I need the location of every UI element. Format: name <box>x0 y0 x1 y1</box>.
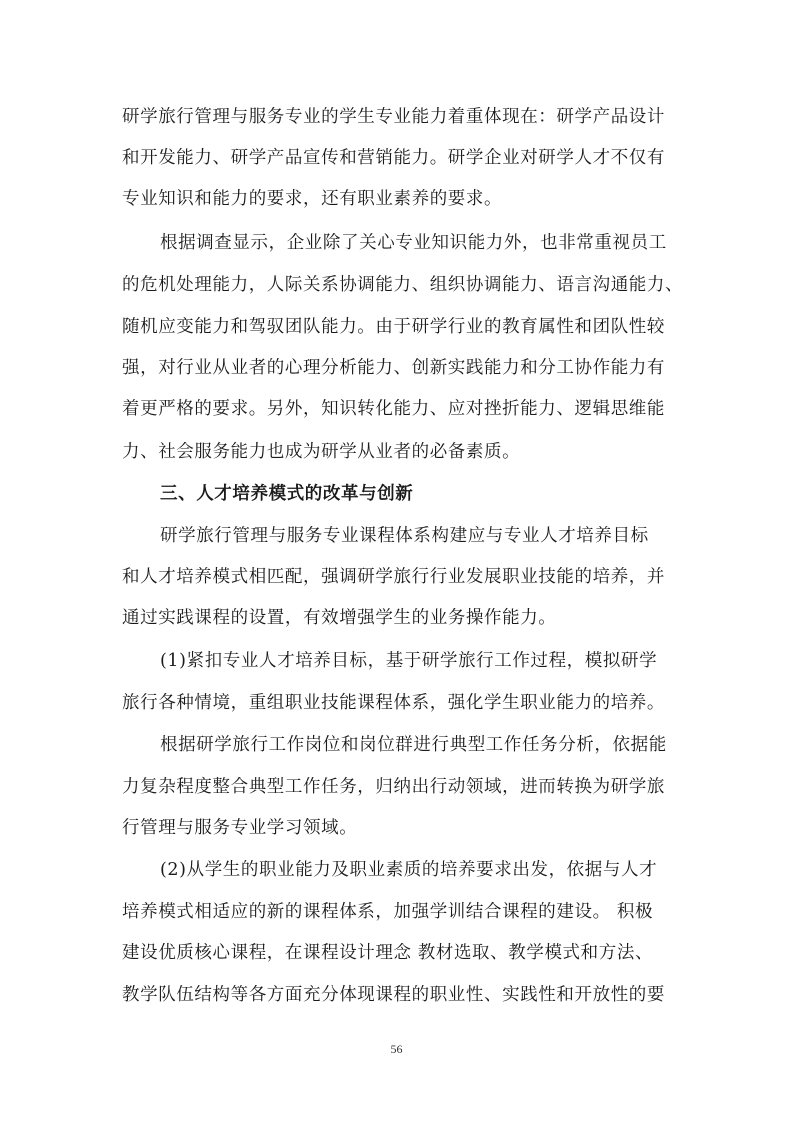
body-text-line: 和开发能力、研学产品宣传和营销能力。研学企业对研学人才不仅有 <box>122 148 665 168</box>
body-text-line: 力复杂程度整合典型工作任务，归纳出行动领域，进而转换为研学旅 <box>122 777 665 797</box>
body-text-line: 通过实践课程的设置，有效增强学生的业务操作能力。 <box>122 608 557 628</box>
body-text-line: 行管理与服务专业学习领域。 <box>122 818 358 838</box>
body-text-line: 根据调查显示，企业除了关心专业知识能力外，也非常重视员工 <box>160 233 667 253</box>
body-text-line: (2)从学生的职业能力及职业素质的培养要求出发，依据与人才 <box>160 860 658 880</box>
body-text-line: 培养模式相适应的新的课程体系，加强学训结合课程的建设。 积极 <box>122 902 654 922</box>
body-text-line: 根据研学旅行工作岗位和岗位群进行典型工作任务分析，依据能 <box>160 735 667 755</box>
body-text-line: 和人才培养模式相匹配，强调研学旅行行业发展职业技能的培养，并 <box>122 567 665 587</box>
body-text-line: 建设优质核心课程，在课程设计理念 教材选取、教学模式和方法、 <box>122 943 654 963</box>
body-text-line: 教学队伍结构等各方面充分体现课程的职业性、实践性和开放性的要 <box>122 985 665 1005</box>
body-text-line: 研学旅行管理与服务专业课程体系构建应与专业人才培养目标 <box>160 526 649 546</box>
body-text-line: 研学旅行管理与服务专业的学生专业能力着重体现在：研学产品设计 <box>122 107 665 127</box>
body-text-line: 旅行各种情境，重组职业技能课程体系，强化学生职业能力的培养。 <box>122 693 665 713</box>
body-text-line: 着更严格的要求。另外，知识转化能力、应对挫折能力、逻辑思维能 <box>122 399 665 419</box>
page-number: 56 <box>390 1042 403 1056</box>
body-text-line: (1)紧扣专业人才培养目标，基于研学旅行工作过程，模拟研学 <box>160 651 658 671</box>
body-text-line: 的危机处理能力，人际关系协调能力、组织协调能力、语言沟通能力、 <box>122 275 684 295</box>
body-text-line: 专业知识和能力的要求，还有职业素养的要求。 <box>122 189 503 209</box>
body-text-line: 强，对行业从业者的心理分析能力、创新实践能力和分工协作能力有 <box>122 358 665 378</box>
body-text-line: 随机应变能力和驾驭团队能力。由于研学行业的教育属性和团队性较 <box>122 317 665 337</box>
body-text-line: 力、社会服务能力也成为研学从业者的必备素质。 <box>122 442 521 462</box>
section-heading: 三、人才培养模式的改革与创新 <box>160 484 414 504</box>
